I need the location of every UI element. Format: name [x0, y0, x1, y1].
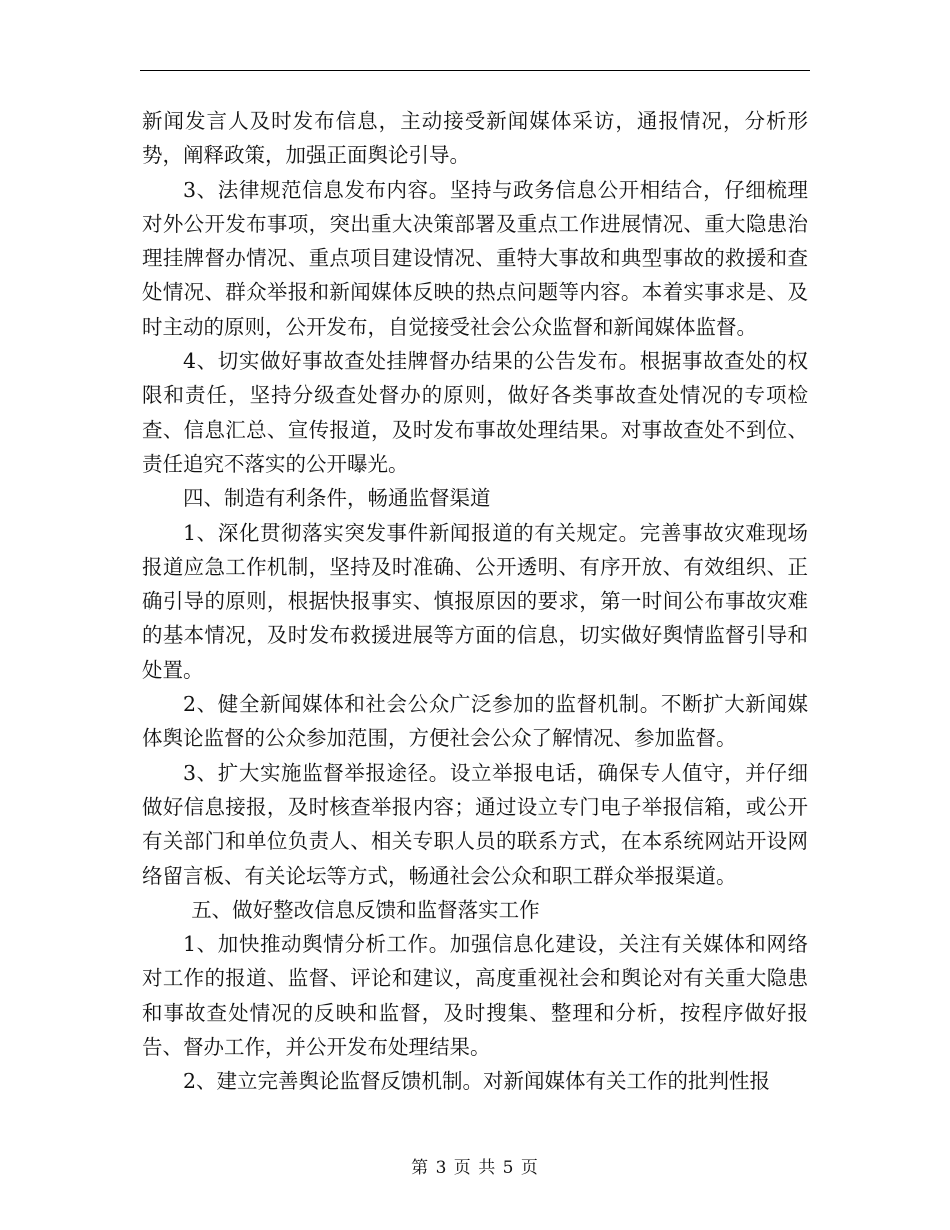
paragraph-item-2b: 2、建立完善舆论监督反馈机制。对新闻媒体有关工作的批判性报 [183, 1069, 771, 1094]
paragraph-item-3: 3、法律规范信息发布内容。坚持与政务信息公开相结合，仔细梳理对外公开发布事项，突出重大决策部署及重点工作进展情况、重大隐患治理挂牌督办情况、重点项目建设情况、重特大事故和典型事故的救援和查处情况、群众举报和新闻媒体反映的热点问题等内容。本着实事求是、及时主动的原则，公开发布，自觉接受社会公众监督和新闻媒体监督。 [142, 177, 808, 339]
paragraph-item-4: 4、切实做好事故查处挂牌督办结果的公告发布。根据事故查处的权限和责任，坚持分级查处督办的原则，做好各类事故查处情况的专项检查、信息汇总、宣传报道，及时发布事故处理结果。对事故查处不到位、责任追究不落实的公开曝光。 [142, 349, 808, 476]
section-heading-4: 四、制造有利条件，畅通监督渠道 [183, 486, 491, 511]
paragraph-item-1b: 1、加快推动舆情分析工作。加强信息化建设，关注有关媒体和网络对工作的报道、监督、评论和建议，高度重视社会和舆论对有关重大隐患和事故查处情况的反映和监督，及时搜集、整理和分析，按程序做好报告、督办工作，并公开发布处理结果。 [142, 932, 808, 1060]
page-footer: 第 3 页 共 5 页 [411, 1158, 539, 1178]
paragraph-item-2: 2、健全新闻媒体和社会公众广泛参加的监督机制。不断扩大新闻媒体舆论监督的公众参加范围，方便社会公众了解情况、参加监督。 [142, 692, 808, 751]
header-rule [140, 70, 810, 71]
document-body [142, 104, 808, 1099]
section-heading-5: 五、做好整改信息反馈和监督落实工作 [191, 897, 540, 922]
paragraph-continued: 新闻发言人及时发布信息，主动接受新闻媒体采访，通报情况，分析形势，阐释政策，加强正面舆论引导。 [142, 109, 808, 168]
paragraph-item-1: 1、深化贯彻落实突发事件新闻报道的有关规定。完善事故灾难现场报道应急工作机制，坚持及时准确、公开透明、有序开放、有效组织、正确引导的原则，根据快报事实、慎报原因的要求，第一时间公布事故灾难的基本情况，及时发布救援进展等方面的信息，切实做好舆情监督引导和处置。 [142, 520, 808, 682]
paragraph-item-3b: 3、扩大实施监督举报途径。设立举报电话，确保专人值守，并仔细做好信息接报，及时核查举报内容；通过设立专门电子举报信箱，或公开有关部门和单位负责人、相关专职人员的联系方式，在本系统网站开设网络留言板、有关论坛等方式，畅通社会公众和职工群众举报渠道。 [142, 760, 808, 888]
